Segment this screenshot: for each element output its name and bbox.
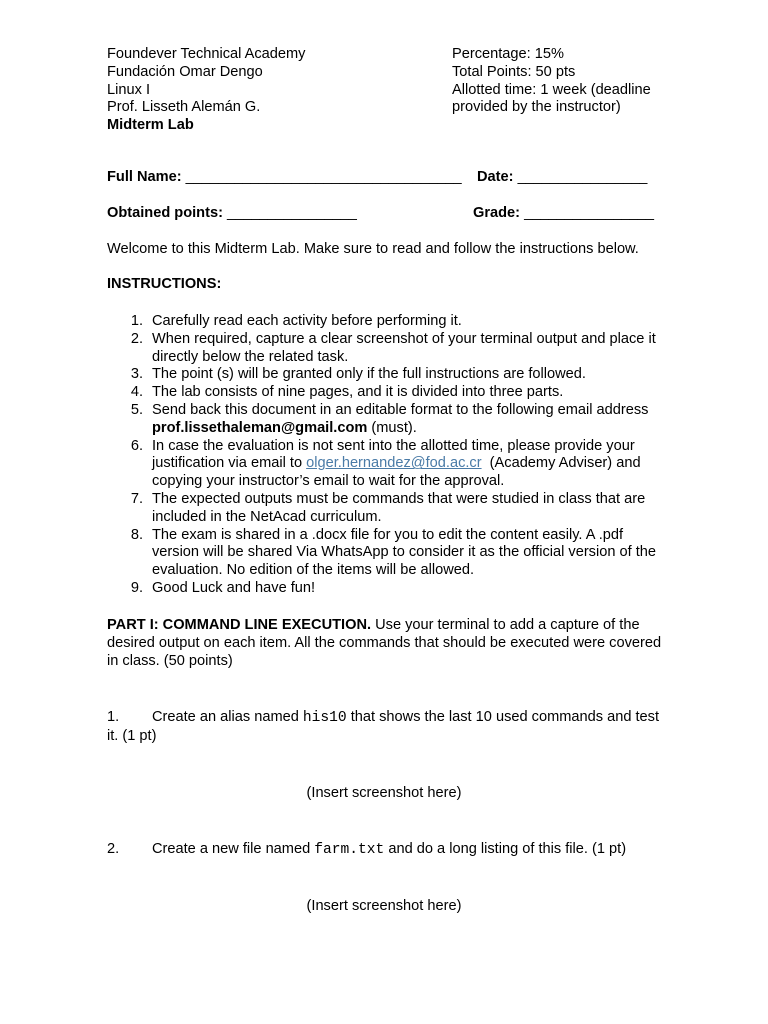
date-label: Date: bbox=[477, 169, 514, 185]
header-right-block bbox=[452, 46, 672, 117]
item-number: 6. bbox=[130, 437, 143, 454]
list-item bbox=[107, 580, 667, 598]
item-text: When required, capture a clear screenshot of your terminal output and place it directly below the related task. bbox=[152, 330, 656, 365]
list-item bbox=[107, 438, 667, 491]
item-text: The exam is shared in a .docx file for you to edit the content easily. A .pdf version will be shared Via WhatsApp to consider it as the official version of the evaluation. No edition of the items will be allowed. bbox=[152, 526, 657, 579]
percentage-text: Percentage: 15% bbox=[452, 46, 564, 62]
list-item bbox=[107, 384, 667, 402]
full-name-row bbox=[107, 169, 667, 187]
obtained-points-field[interactable]: ________________ bbox=[227, 205, 357, 221]
full-name-label: Full Name: bbox=[107, 169, 182, 185]
full-name-field[interactable]: __________________________________ bbox=[185, 169, 462, 185]
instructor-email: prof.lissethaleman@gmail.com bbox=[152, 419, 368, 436]
task-text-post: that shows the last 10 used commands and test it. (1 pt) bbox=[107, 709, 660, 744]
adviser-email-link[interactable]: olger.hernandez@fod.ac.cr bbox=[306, 455, 482, 472]
list-item bbox=[107, 313, 667, 331]
item-text: The lab consists of nine pages, and it is divided into three parts. bbox=[152, 384, 564, 401]
course-name: Linux I bbox=[107, 81, 150, 98]
item-number: 7. bbox=[130, 490, 143, 507]
obtained-points-row bbox=[107, 205, 667, 223]
item-text: The point (s) will be granted only if the full instructions are followed. bbox=[152, 366, 586, 383]
grade-label: Grade: bbox=[473, 205, 521, 221]
item-text: The expected outputs must be commands that were studied in class that are included in the NetAcad curriculum. bbox=[152, 490, 646, 525]
item-text-post: (must). bbox=[367, 419, 417, 436]
instructions-list bbox=[107, 313, 667, 598]
instructions-heading: INSTRUCTIONS: bbox=[107, 276, 222, 292]
item-text: Carefully read each activity before performing it. bbox=[152, 313, 462, 329]
total-points-text: Total Points: 50 pts bbox=[452, 63, 576, 80]
list-item bbox=[107, 491, 667, 527]
screenshot-placeholder: (Insert screenshot here) bbox=[306, 898, 462, 914]
header-left-block bbox=[107, 46, 437, 135]
item-number: 9. bbox=[130, 579, 143, 596]
instructor-name: Prof. Lisseth Alemán G. bbox=[107, 99, 261, 116]
item-text-post: (Academy Adviser) and copying your instructor’s email to wait for the approval. bbox=[152, 455, 645, 490]
list-item bbox=[107, 331, 667, 367]
grade-field[interactable]: ________________ bbox=[524, 205, 654, 221]
item-text-pre: In case the evaluation is not sent into the allotted time, please provide your justification via email to bbox=[152, 437, 635, 472]
item-text-pre: Send back this document in an editable format to the following email address bbox=[152, 401, 649, 418]
item-number: 5. bbox=[130, 401, 143, 418]
welcome-text: Welcome to this Midterm Lab. Make sure to read and follow the instructions below. bbox=[107, 241, 639, 257]
task-item bbox=[107, 841, 667, 860]
list-item bbox=[107, 402, 667, 438]
task-item bbox=[107, 709, 667, 746]
task-command: farm.txt bbox=[314, 842, 385, 858]
item-text: Good Luck and have fun! bbox=[152, 579, 316, 596]
part-one-section bbox=[107, 617, 667, 670]
document-title: Midterm Lab bbox=[107, 117, 194, 134]
list-item bbox=[107, 366, 667, 384]
part-one-title: PART I: COMMAND LINE EXECUTION. bbox=[107, 617, 372, 633]
allotted-time-text: Allotted time: 1 week (deadline provided by the instructor) bbox=[452, 81, 651, 116]
item-number: 3. bbox=[130, 366, 143, 383]
item-number: 4. bbox=[130, 384, 143, 401]
grade-group bbox=[473, 205, 654, 223]
item-number: 2. bbox=[130, 330, 143, 347]
date-field[interactable]: ________________ bbox=[517, 169, 648, 185]
academy-name: Foundever Technical Academy bbox=[107, 46, 306, 62]
task-number: 2. bbox=[107, 841, 120, 857]
task-command: his10 bbox=[302, 710, 347, 726]
task-text-pre: Create a new file named bbox=[152, 841, 315, 857]
list-item bbox=[107, 527, 667, 580]
item-number: 8. bbox=[130, 526, 143, 543]
foundation-name: Fundación Omar Dengo bbox=[107, 63, 263, 80]
date-group bbox=[477, 169, 647, 187]
obtained-points-label: Obtained points: bbox=[107, 205, 223, 221]
task-text-pre: Create an alias named bbox=[152, 709, 303, 725]
task-text-post: and do a long listing of this file. (1 pt) bbox=[384, 841, 627, 857]
screenshot-placeholder: (Insert screenshot here) bbox=[306, 785, 462, 801]
task-number: 1. bbox=[107, 709, 120, 725]
part-one-description: Use your terminal to add a capture of the desired output on each item. All the commands that should be executed were covered in class. (50 points) bbox=[107, 617, 662, 669]
item-number: 1. bbox=[130, 313, 143, 329]
